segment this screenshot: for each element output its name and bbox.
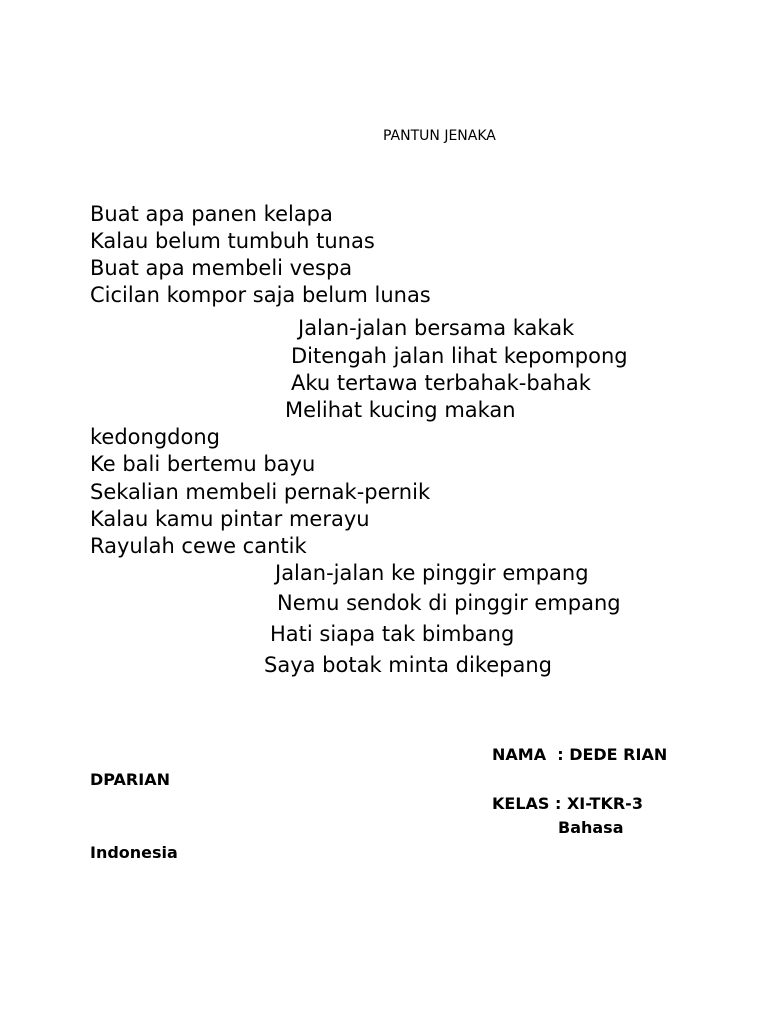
pantun-line: Ke bali bertemu bayu (90, 452, 316, 476)
pantun-line: Kalau belum tumbuh tunas (90, 229, 375, 253)
pantun-line: Hati siapa tak bimbang (270, 622, 515, 646)
pantun-line: Nemu sendok di pinggir empang (277, 591, 621, 615)
pantun-line: Jalan-jalan bersama kakak (298, 316, 575, 340)
pantun-line: Kalau kamu pintar merayu (90, 507, 370, 531)
pantun-line-wrap: kedongdong (90, 425, 220, 449)
student-name-wrap: DPARIAN (90, 770, 170, 789)
pantun-line: Aku tertawa terbahak-bahak (291, 371, 591, 395)
pantun-line: Melihat kucing makan (285, 398, 516, 422)
pantun-line: Rayulah cewe cantik (90, 534, 307, 558)
pantun-line: Buat apa membeli vespa (90, 256, 353, 280)
pantun-line: Cicilan kompor saja belum lunas (90, 283, 431, 307)
pantun-line: Sekalian membeli pernak-pernik (90, 480, 431, 504)
pantun-line: Saya botak minta dikepang (264, 653, 553, 677)
pantun-line: Ditengah jalan lihat kepompong (291, 344, 628, 368)
pantun-line: Buat apa panen kelapa (90, 202, 333, 226)
student-class: KELAS : XI-TKR-3 (492, 794, 643, 813)
student-name: NAMA : DEDE RIAN (492, 745, 668, 764)
subject-name: Bahasa (558, 818, 624, 837)
pantun-line: Jalan-jalan ke pinggir empang (275, 561, 589, 585)
subject-name-wrap: Indonesia (90, 843, 178, 862)
document-title: PANTUN JENAKA (383, 128, 496, 144)
